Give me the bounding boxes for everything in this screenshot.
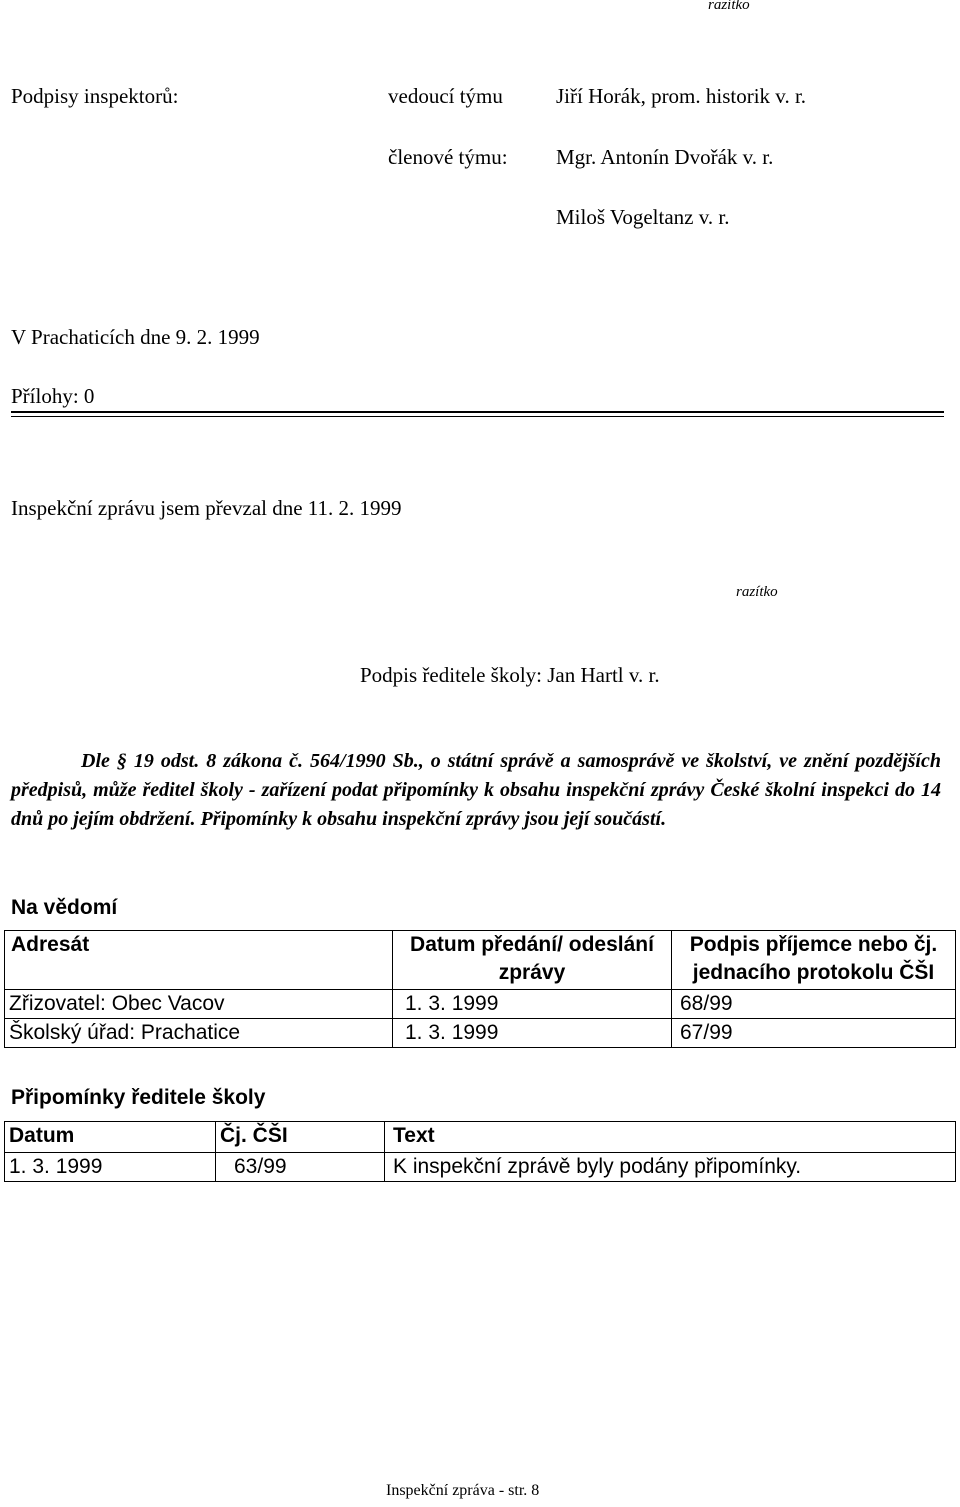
header-addressee: Adresát	[5, 931, 393, 990]
leader-role: vedoucí týmu	[388, 84, 503, 108]
comments-heading: Připomínky ředitele školy	[11, 1086, 266, 1109]
cell-date: 1. 3. 1999	[393, 1019, 672, 1048]
page-footer: Inspekční zpráva - str. 8	[386, 1482, 540, 1499]
cell-addressee: Školský úřad: Prachatice	[5, 1019, 393, 1048]
table-row	[5, 990, 956, 1019]
cell-ref: 67/99	[672, 1019, 956, 1048]
header-date: Datum předání/ odeslání zprávy	[393, 931, 672, 990]
member-1-name: Mgr. Antonín Dvořák v. r.	[556, 145, 774, 169]
header-signature: Podpis příjemce nebo čj. jednacího protokolu ČŠI	[672, 931, 956, 990]
director-signature: Podpis ředitele školy: Jan Hartl v. r.	[360, 663, 660, 687]
comments-table	[4, 1121, 956, 1182]
stamp-label-top: razítko	[708, 0, 750, 13]
attachments: Přílohy: 0	[11, 384, 95, 408]
legal-note-law-ref: Dle § 19 odst. 8 zákona č. 564/1990 Sb.	[81, 750, 419, 772]
notified-heading: Na vědomí	[11, 896, 118, 919]
notified-table	[4, 930, 956, 1048]
cell-ref: 68/99	[672, 990, 956, 1019]
divider-thick	[11, 411, 944, 413]
members-role: členové týmu:	[388, 145, 508, 169]
leader-name: Jiří Horák, prom. historik v. r.	[556, 84, 807, 108]
cell-comment-date: 1. 3. 1999	[5, 1153, 216, 1182]
header-comment-ref: Čj. ČŠI	[216, 1122, 385, 1153]
stamp-label-mid: razítko	[736, 584, 778, 600]
table-row	[5, 931, 956, 990]
cell-addressee: Zřizovatel: Obec Vacov	[5, 990, 393, 1019]
header-comment-text: Text	[385, 1122, 956, 1153]
received-note: Inspekční zprávu jsem převzal dne 11. 2. 1999	[11, 496, 402, 520]
legal-note-text: , o státní správě a samosprávě ve školství, ve znění pozdějších předpisů, může ředitel školy - zařízení podat připomínky k obsahu inspekční zprávy České školní inspekci do 14 dnů po jejím obdržení. Připomínky k obsahu inspekční zprávy jsou její součástí.	[11, 750, 941, 830]
cell-date: 1. 3. 1999	[393, 990, 672, 1019]
cell-comment-text: K inspekční zprávě byly podány připomínky.	[385, 1153, 956, 1182]
table-row	[5, 1122, 956, 1153]
table-row	[5, 1153, 956, 1182]
divider-thin	[11, 416, 944, 417]
member-2-name: Miloš Vogeltanz v. r.	[556, 205, 730, 229]
header-comment-date: Datum	[5, 1122, 216, 1153]
table-row	[5, 1019, 956, 1048]
place-date: V Prachaticích dne 9. 2. 1999	[11, 325, 260, 349]
signatures-label: Podpisy inspektorů:	[11, 84, 179, 108]
cell-comment-ref: 63/99	[216, 1153, 385, 1182]
legal-note	[11, 747, 941, 834]
